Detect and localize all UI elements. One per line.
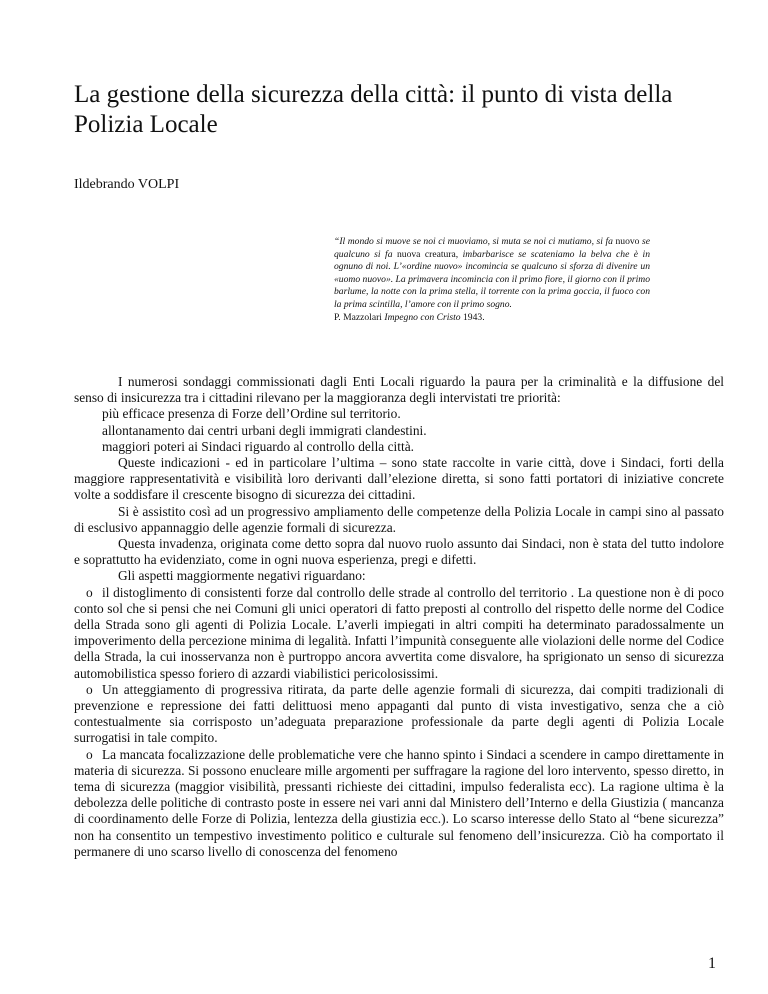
list-item: allontanamento dai centri urbani degli immigrati clandestini.	[102, 422, 427, 438]
epigraph-quote	[334, 236, 650, 324]
source-title: Impegno con Cristo	[384, 311, 461, 323]
bullet-marker: o	[86, 681, 93, 697]
bullet-text: La mancata focalizzazione delle problematiche vere che hanno spinto i Sindaci a scendere in campo direttamente in materia di sicurezza. Si possono enucleare mille argomenti per suffragare la ragione del loro intervento, spesso diretto, in tema di sicurezza (maggior visibilità, pressanti richieste dei cittadini, impulso federalista ecc). La ragione ultima è la debolezza delle politiche di contrasto poste in essere nei vari anni dal Ministero dell’Interno e della Giustizia ( mancanza di coordinamento delle Forze di Polizia, lentezza della giustizia ecc.). Lo scarso interesse dello Stato al “bene sicurezza” non ha consentito un tempestivo investimento politico e culturale sul fenomeno dell’insicurezza. Ciò ha comportato il permanere di uno scarso livello di conoscenza del fenomeno	[74, 746, 724, 859]
source-author: P. Mazzolari	[334, 311, 382, 323]
bullet-marker: o	[86, 746, 93, 762]
paragraph: Si è assistito così ad un progressivo ampliamento delle competenze della Polizia Locale in campi sino al passato di esclusivo appannaggio delle agenzie formali di sicurezza.	[74, 503, 724, 535]
source-year: 1943.	[463, 311, 485, 323]
epigraph-text: nuova creatura,	[396, 248, 459, 260]
document-title: La gestione della sicurezza della città: il punto di vista della Polizia Locale	[74, 81, 673, 138]
paragraph: Gli aspetti maggiormente negativi riguardano:	[118, 568, 366, 584]
paragraph: Questa invadenza, originata come detto sopra dal nuovo ruolo assunto dai Sindaci, non è stata del tutto indolore e soprattutto ha evidenziato, come in ogni nuova esperienza, pregi e difetti.	[74, 536, 724, 568]
bullet-marker: o	[86, 584, 93, 600]
paragraph: Queste indicazioni - ed in particolare l’ultima – sono state raccolte in varie città, dove i Sindaci, forti della maggiore rappresentatività e visibilità loro derivanti dall’elezione diretta, si sono fatti portatori di iniziative concrete volte a soddisfare il crescente bisogno di sicurezza dei cittadini.	[74, 455, 724, 503]
list-item: maggiori poteri ai Sindaci riguardo al controllo della città.	[102, 438, 414, 454]
bullet-text: il distoglimento di consistenti forze dal controllo delle strade al controllo del territorio . La questione non è di poco conto sol che si pensi che nei Comuni gli unici operatori di fatto preposti al controllo del rispetto delle norme del Codice della Strada sono gli agenti di Polizia Locale. L’averli impiegati in altri compiti ha determinato paradossalmente un impoverimento della percezione minima di legalità. Infatti l’impunità conseguente alle violazioni delle norme del Codice della Strada, la cui inosservanza non è purtroppo ancora avvertita come disvalore, ha sprigionato un senso di sicurezza automobilistica spesso foriero di azzardi viabilistici pericolosissimi.	[74, 584, 724, 681]
page-number: 1	[708, 955, 716, 972]
epigraph-text: “Il mondo si muove se noi ci muoviamo, si muta se noi ci mutiamo, si fa	[334, 236, 613, 247]
bullet-item	[74, 585, 724, 682]
paragraph: I numerosi sondaggi commissionati dagli Enti Locali riguardo la paura per la criminalità e la diffusione del senso di insicurezza tra i cittadini rilevano per la maggioranza degli intervistati tre priorità:	[74, 374, 724, 406]
list-item: più efficace presenza di Forze dell’Ordine sul territorio.	[102, 406, 401, 422]
bullet-text: Un atteggiamento di progressiva ritirata, da parte delle agenzie formali di sicurezza, dai compiti tradizionali di prevenzione e repressione dei fatti delittuosi meno appaganti dal punto di vista investigativo, senza che a ciò contestualmente sia corrisposto un’adeguata preparazione professionale da parte degli agenti di Polizia Locale surrogatisi in tale compito.	[74, 681, 724, 746]
epigraph-text: se qualcuno si fa	[334, 236, 650, 260]
body-text	[74, 374, 724, 860]
epigraph-source	[334, 312, 650, 325]
epigraph-text: imbarbarisce se scateniamo la belva che è in ognuno di noi. L’«ordine nuovo» incomincia se qualcuno si sforza di divenire un «uomo nuovo». La primavera incomincia con il primo fiore, il giorno con il primo barlume, la notte con la prima stella, il torrente con la prima goccia, il fuoco con la prima scintilla, l’amore con il primo sogno.	[334, 248, 650, 310]
bullet-item	[74, 682, 724, 747]
bullet-item	[74, 747, 724, 860]
epigraph-text: nuovo	[615, 236, 640, 247]
author-name: Ildebrando VOLPI	[74, 177, 180, 192]
